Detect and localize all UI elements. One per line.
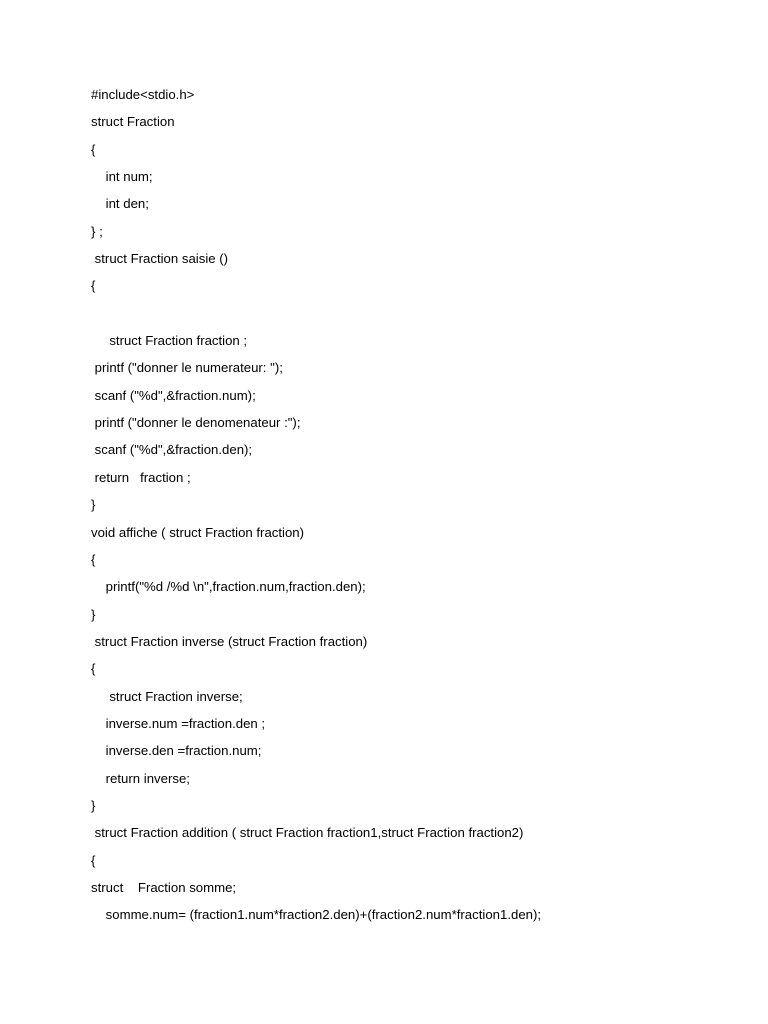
code-line: { — [91, 278, 96, 294]
code-line: } — [91, 606, 96, 622]
code-line: } — [91, 497, 96, 513]
code-line: return fraction ; — [91, 469, 191, 485]
code-line: inverse.num =fraction.den ; — [91, 715, 266, 731]
code-line: int num; — [91, 169, 153, 185]
code-line: { — [91, 551, 96, 567]
code-line: struct Fraction addition ( struct Fraction fraction1,struct Fraction fraction2) — [91, 825, 524, 841]
code-line: struct Fraction inverse (struct Fraction fraction) — [91, 633, 368, 649]
code-line: { — [91, 852, 96, 868]
blank-line — [91, 303, 751, 330]
code-line: struct Fraction — [91, 114, 175, 130]
code-listing — [91, 84, 751, 932]
code-line: struct Fraction inverse; — [91, 688, 243, 704]
code-line: scanf ("%d",&fraction.num); — [91, 387, 256, 403]
code-line: scanf ("%d",&fraction.den); — [91, 442, 253, 458]
code-line: printf ("donner le denomenateur :"); — [91, 415, 301, 431]
code-line: printf ("donner le numerateur: "); — [91, 360, 283, 376]
code-line: { — [91, 141, 96, 157]
code-line: #include<stdio.h> — [91, 87, 195, 102]
code-line: } ; — [91, 223, 103, 239]
code-line: { — [91, 661, 96, 677]
code-line: somme.num= (fraction1.num*fraction2.den)+(fraction2.num*fraction1.den); — [91, 907, 542, 923]
code-line: } — [91, 797, 96, 813]
code-line: printf("%d /%d \n",fraction.num,fraction.den); — [91, 579, 366, 595]
code-line: struct Fraction fraction ; — [91, 333, 248, 349]
code-line: void affiche ( struct Fraction fraction) — [91, 524, 305, 540]
code-line: int den; — [91, 196, 149, 212]
code-line: struct Fraction saisie () — [91, 251, 229, 267]
code-line: inverse.den =fraction.num; — [91, 743, 262, 759]
code-line: struct Fraction somme; — [91, 879, 237, 895]
code-line: return inverse; — [91, 770, 190, 786]
